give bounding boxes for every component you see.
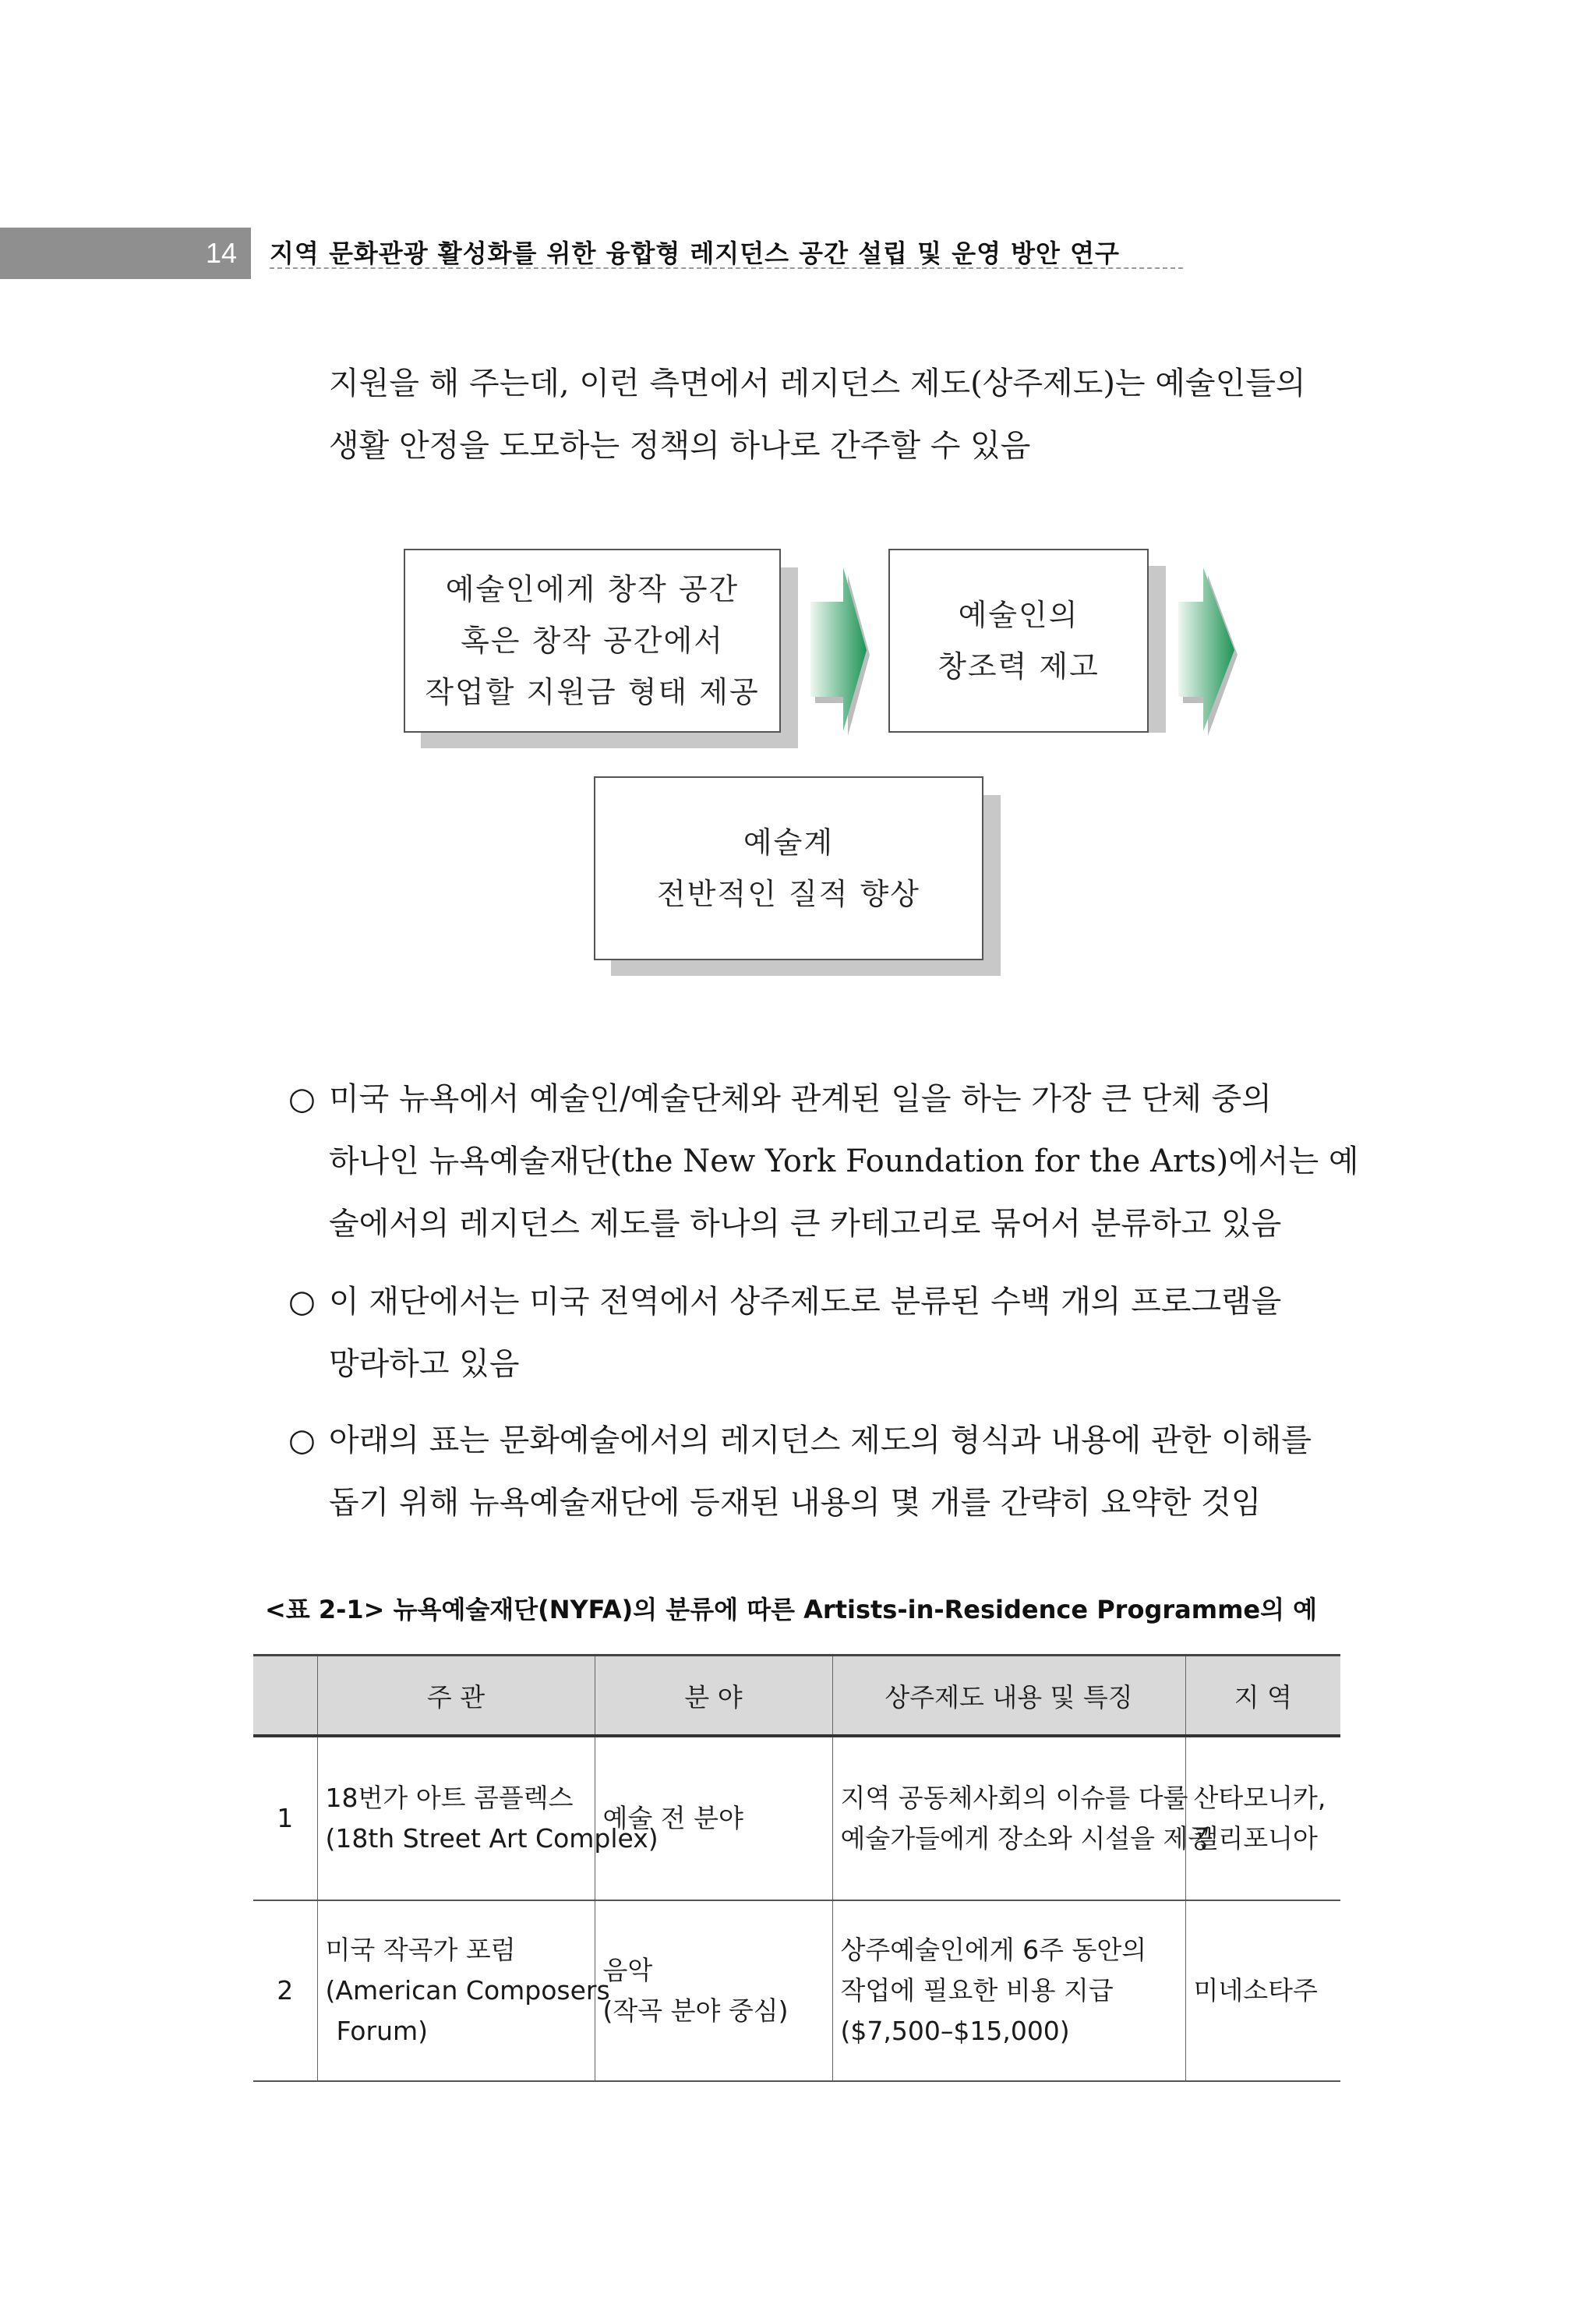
running-title: 지역 문화관광 활성화를 위한 융합형 레지던스 공간 설립 및 운영 방안 연구 — [270, 239, 1120, 268]
bullet-2-line-1: 이 재단에서는 미국 전역에서 상주제도로 분류된 수백 개의 프로그램을 — [329, 1284, 1282, 1320]
col-header-region: 지 역 — [1185, 1656, 1340, 1737]
table-row — [253, 1900, 1340, 2081]
cell-line: 작업에 필요한 비용 지급 — [840, 1975, 1114, 2006]
box1-line-3: 작업할 지원금 형태 제공 — [425, 675, 760, 709]
intro-line-1: 지원을 해 주는데, 이런 측면에서 레지던스 제도(상주제도)는 예술인들의 — [329, 366, 1306, 401]
arrow-right-icon — [1178, 563, 1239, 742]
header-divider — [270, 267, 1183, 269]
cell-line: 산타모니카, — [1193, 1783, 1326, 1813]
bullet-1-line-1: 미국 뉴욕에서 예술인/예술단체와 관계된 일을 하는 가장 큰 단체 중의 — [329, 1081, 1272, 1117]
bullet-circle-icon: ○ — [288, 1081, 316, 1117]
cell-line: 예술 전 분야 — [602, 1803, 743, 1833]
cell-line: 음악 — [602, 1955, 653, 1985]
bullet-2-line-2: 망라하고 있음 — [329, 1346, 520, 1382]
bullet-3-line-2: 돕기 위해 뉴욕예술재단에 등재된 내용의 몇 개를 간략히 요약한 것임 — [329, 1485, 1262, 1521]
box3-line-2: 전반적인 질적 향상 — [657, 877, 920, 911]
table-caption: <표 2-1> 뉴욕예술재단(NYFA)의 분류에 따른 Artists-in-Residence Programme의 예 — [265, 1595, 1318, 1624]
cell-line: (American Composers — [325, 1975, 610, 2006]
cell-content — [832, 1900, 1185, 2081]
cell-line: 상주예술인에게 6주 동안의 — [840, 1935, 1147, 1965]
box2-line-1: 예술인의 — [958, 598, 1079, 632]
cell-line: (18th Street Art Complex) — [325, 1823, 659, 1854]
cell-line: 지역 공동체사회의 이슈를 다룰 — [840, 1783, 1188, 1813]
cell-no: 1 — [253, 1736, 317, 1900]
bullet-circle-icon: ○ — [288, 1423, 316, 1458]
cell-line: ($7,500–$15,000) — [840, 2016, 1070, 2046]
intro-line-2: 생활 안정을 도모하는 정책의 하나로 간주할 수 있음 — [329, 428, 1031, 464]
diagram-box-creativity — [888, 549, 1149, 733]
bullet-3-line-1: 아래의 표는 문화예술에서의 레지던스 제도의 형식과 내용에 관한 이해를 — [329, 1423, 1312, 1458]
cell-region — [1185, 1736, 1340, 1900]
col-header-host: 주 관 — [317, 1656, 595, 1737]
cell-no: 2 — [253, 1900, 317, 2081]
table-row — [253, 1736, 1340, 1900]
cell-host — [317, 1900, 610, 2081]
cell-line: 예술가들에게 장소와 시설을 제공 — [840, 1823, 1213, 1854]
arrow-right-icon — [810, 563, 871, 742]
col-header-no — [253, 1656, 317, 1737]
residence-table — [253, 1654, 1340, 2082]
cell-line: Forum) — [336, 2016, 428, 2046]
page-number-tab — [0, 228, 251, 279]
box3-line-1: 예술계 — [743, 825, 835, 860]
cell-field — [595, 1736, 832, 1900]
table-header-row — [253, 1656, 1340, 1737]
cell-host — [317, 1736, 659, 1900]
col-header-content: 상주제도 내용 및 특징 — [832, 1656, 1185, 1737]
cell-line: 캘리포니아 — [1193, 1823, 1318, 1854]
col-header-field: 분 야 — [595, 1656, 832, 1737]
diagram-box-support — [404, 549, 781, 733]
cell-content — [832, 1736, 1213, 1900]
box1-line-2: 혹은 창작 공간에서 — [461, 624, 724, 658]
cell-line: 미네소타주 — [1193, 1975, 1318, 2006]
box2-line-2: 창조력 제고 — [937, 649, 1100, 684]
box1-line-1: 예술인에게 창작 공간 — [445, 572, 740, 606]
cell-field — [595, 1900, 832, 2081]
cell-line: (작곡 분야 중심) — [602, 1995, 789, 2026]
cell-line: 18번가 아트 콤플렉스 — [325, 1783, 574, 1813]
bullet-1-line-2: 하나인 뉴욕예술재단(the New York Foundation for the Arts)에서는 예 — [329, 1143, 1359, 1179]
page-number: 14 — [205, 237, 237, 269]
cell-region — [1185, 1900, 1340, 2081]
diagram-box-quality — [594, 776, 983, 960]
bullet-circle-icon: ○ — [288, 1284, 316, 1320]
cell-line: 미국 작곡가 포럼 — [325, 1935, 516, 1965]
bullet-1-line-3: 술에서의 레지던스 제도를 하나의 큰 카테고리로 묶어서 분류하고 있음 — [329, 1206, 1282, 1242]
